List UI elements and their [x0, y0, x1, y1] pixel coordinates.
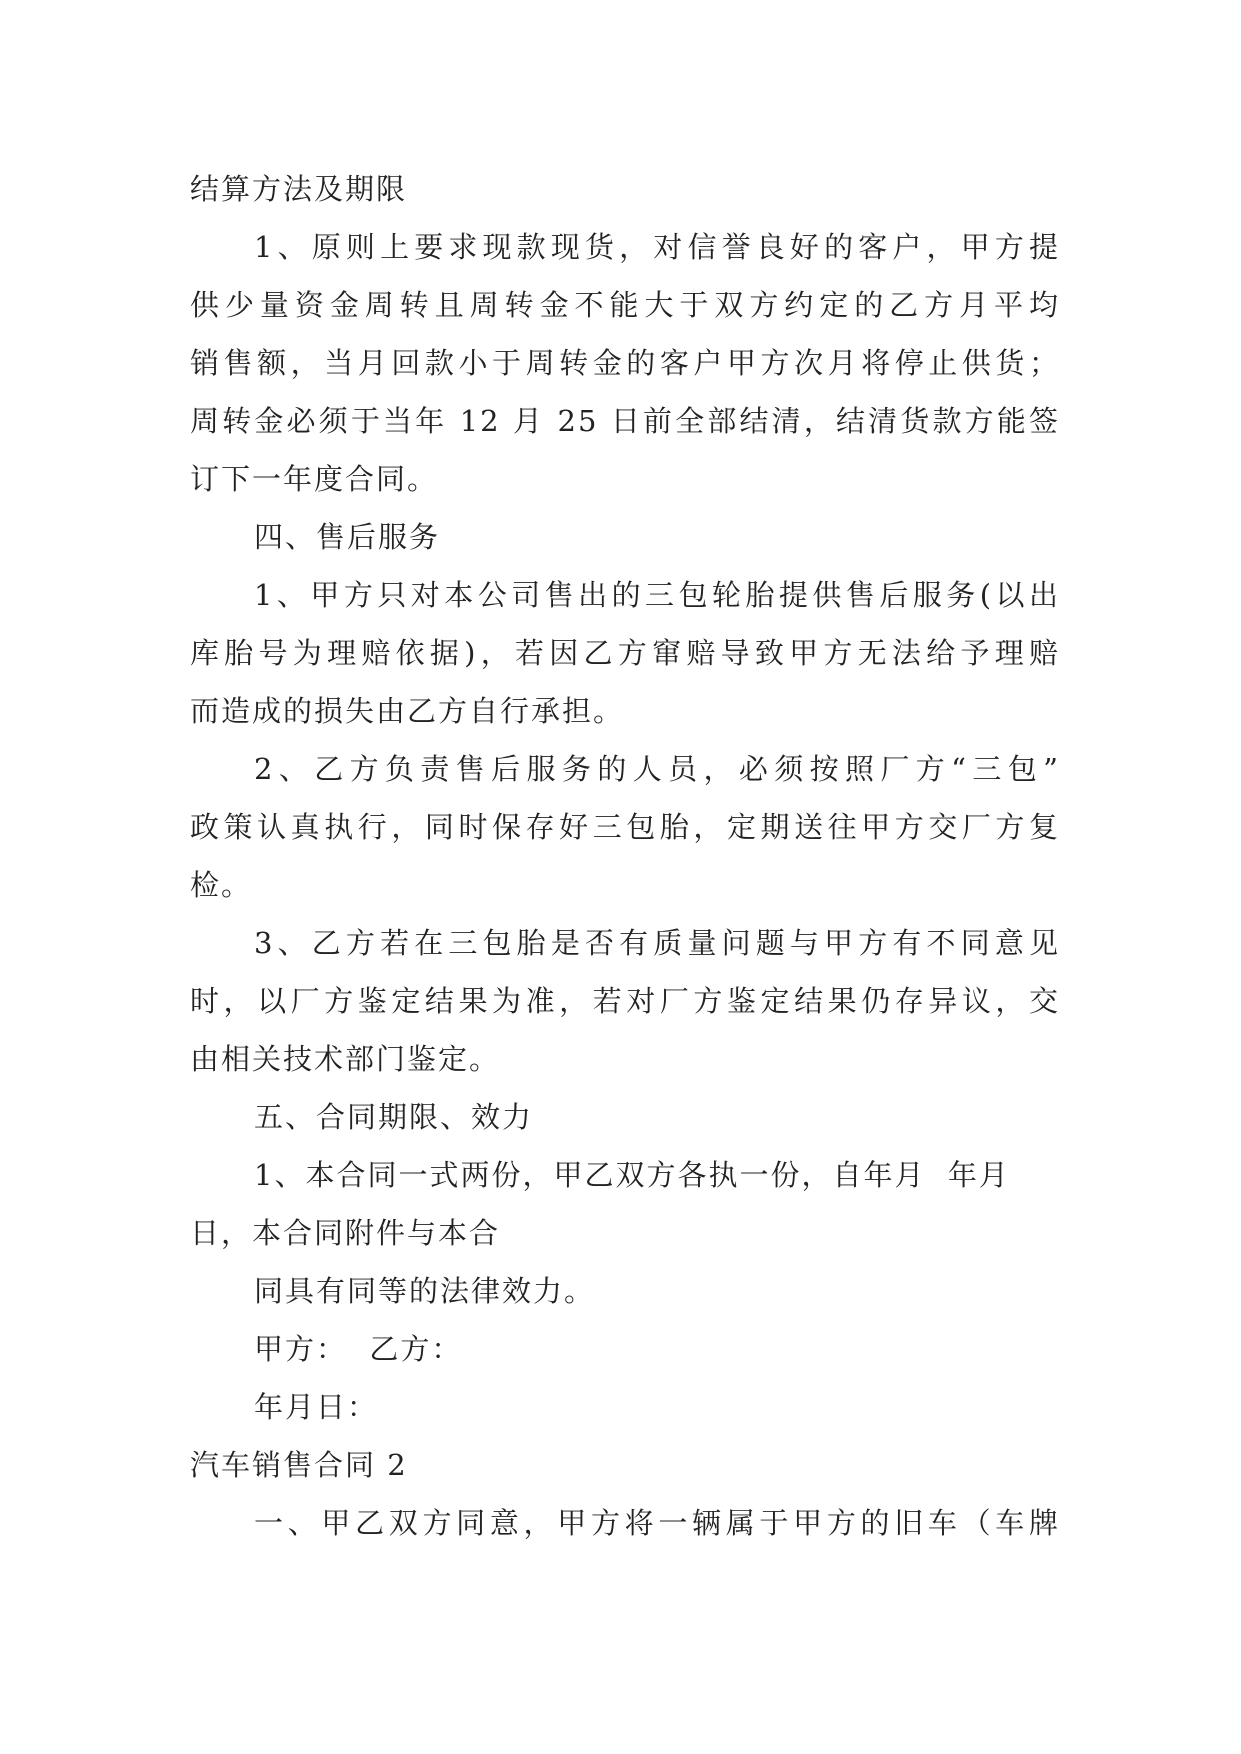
- paragraph-line: 1、本合同一式两份，甲乙双方各执一份，自年月 年月: [254, 1158, 1010, 1192]
- signature-parties: 甲方： 乙方：: [254, 1332, 463, 1366]
- paragraph-line: 由相关技术部门鉴定。: [190, 1042, 501, 1076]
- contract-title-2: 汽车销售合同 2: [190, 1448, 408, 1482]
- paragraph-line: 时，以厂方鉴定结果为准，若对厂方鉴定结果仍存异议，交: [190, 984, 1060, 1018]
- paragraph-line: 2、乙方负责售后服务的人员，必须按照厂方“三包”: [254, 752, 1060, 786]
- paragraph-line: 库胎号为理赔依据)，若因乙方窜赔导致甲方无法给予理赔: [190, 636, 1060, 670]
- paragraph-line: 检。: [190, 868, 253, 902]
- section-title-settlement: 结算方法及期限: [190, 172, 408, 206]
- paragraph-line: 周转金必须于当年 12 月 25 日前全部结清，结清货款方能签: [190, 404, 1060, 438]
- document-body: [190, 160, 1060, 1552]
- paragraph-line: 供少量资金周转且周转金不能大于双方约定的乙方月平均: [190, 288, 1060, 322]
- paragraph-line: 日，本合同附件与本合: [190, 1216, 501, 1250]
- paragraph-line: 订下一年度合同。: [190, 462, 439, 496]
- section-heading-after-sales: 四、售后服务: [254, 520, 441, 554]
- paragraph-line: 而造成的损失由乙方自行承担。: [190, 694, 625, 728]
- paragraph-line: 一、甲乙双方同意，甲方将一辆属于甲方的旧车（车牌: [254, 1506, 1060, 1540]
- signature-date: 年月日：: [254, 1390, 379, 1424]
- paragraph-line: 1、甲方只对本公司售出的三包轮胎提供售后服务(以出: [254, 578, 1060, 612]
- paragraph-line: 1、原则上要求现款现货，对信誉良好的客户，甲方提: [254, 230, 1060, 264]
- paragraph-line: 销售额，当月回款小于周转金的客户甲方次月将停止供货；: [190, 346, 1060, 380]
- paragraph-line: 同具有同等的法律效力。: [254, 1274, 596, 1308]
- paragraph-line: 3、乙方若在三包胎是否有质量问题与甲方有不同意见: [254, 926, 1060, 960]
- section-heading-term-effect: 五、合同期限、效力: [254, 1100, 534, 1134]
- paragraph-line: 政策认真执行，同时保存好三包胎，定期送往甲方交厂方复: [190, 810, 1060, 844]
